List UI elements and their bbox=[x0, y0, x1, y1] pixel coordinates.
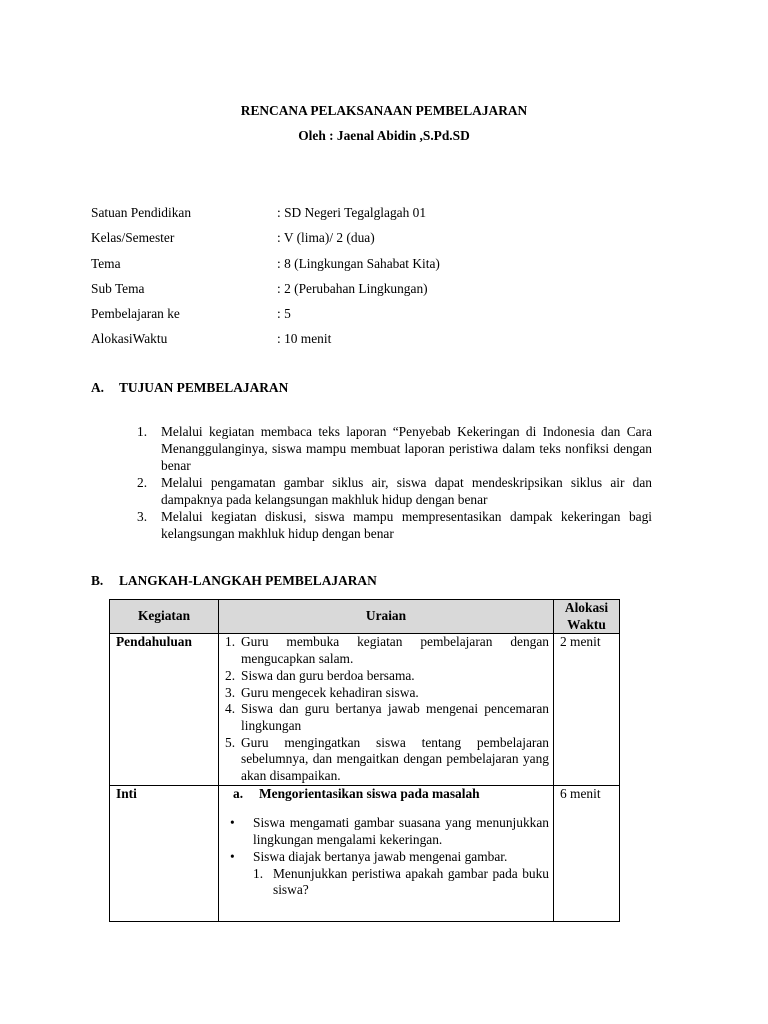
steps-table bbox=[109, 599, 620, 922]
phase-letter: a. bbox=[233, 785, 244, 801]
bullet-icon: • bbox=[230, 815, 235, 831]
document-title: RENCANA PELAKSANAAN PEMBELAJARAN bbox=[240, 103, 528, 118]
list-text: Melalui pengamatan gambar siklus air, siswa dapat mendeskripsikan siklus air dan dampaknya pada kelangsungan makhluk hidup dengan benar bbox=[161, 475, 652, 507]
list-text: Guru mengecek kehadiran siswa. bbox=[241, 684, 419, 700]
list-text: Melalui kegiatan membaca teks laporan “Penyebab Kekeringan di Indonesia dan Cara Menanggulanginya, siswa mampu membuat laporan peristiwa dalam teks nonfiksi dengan benar bbox=[161, 424, 652, 473]
list-text: Guru membuka kegiatan pembelajaran dengan mengucapkan salam. bbox=[241, 634, 549, 667]
section-title: TUJUAN PEMBELAJARAN bbox=[119, 380, 289, 395]
identity-row bbox=[91, 256, 691, 276]
activity-cell bbox=[110, 634, 219, 785]
goals-list bbox=[137, 423, 652, 542]
list-number: 2. bbox=[137, 475, 148, 490]
activity-label: Pendahuluan bbox=[116, 634, 192, 650]
identity-row bbox=[91, 230, 691, 250]
list-number: 1. bbox=[137, 424, 148, 439]
list-text: Guru mengingatkan siswa tentang pembelajaran sebelumnya, dan mengaitkan dengan pembelajaran yang akan disampaikan. bbox=[241, 734, 549, 784]
header-kegiatan: Kegiatan bbox=[110, 600, 219, 634]
identity-value: : 2 (Perubahan Lingkungan) bbox=[277, 281, 428, 296]
table-row bbox=[110, 634, 620, 785]
list-number: 5. bbox=[225, 734, 236, 750]
identity-value: : 10 menit bbox=[277, 331, 332, 346]
list-text: Siswa mengamati gambar suasana yang menunjukkan lingkungan mengalami kekeringan. bbox=[253, 815, 549, 848]
identity-value: : SD Negeri Tegalglagah 01 bbox=[277, 205, 427, 220]
list-item bbox=[223, 685, 549, 702]
identity-label: Satuan Pendidikan bbox=[91, 205, 192, 220]
nested-list-item bbox=[223, 866, 549, 899]
list-text: Melalui kegiatan diskusi, siswa mampu mempresentasikan dampak kekeringan bagi kelangsungan makhluk hidup dengan benar bbox=[161, 509, 652, 541]
core-steps-list bbox=[223, 815, 549, 865]
list-item bbox=[223, 701, 549, 734]
identity-label: Pembelajaran ke bbox=[91, 306, 180, 321]
identity-row bbox=[91, 331, 691, 351]
section-b-heading bbox=[91, 573, 377, 589]
list-item bbox=[137, 474, 652, 508]
header-alokasi: Alokasi Waktu bbox=[554, 600, 620, 634]
list-number: 1. bbox=[225, 634, 236, 650]
activity-cell bbox=[110, 785, 219, 921]
identity-label: Sub Tema bbox=[91, 281, 145, 296]
bullet-icon: • bbox=[230, 848, 235, 864]
list-text: Menunjukkan peristiwa apakah gambar pada buku siswa? bbox=[273, 865, 549, 898]
time-value: 6 menit bbox=[560, 785, 601, 801]
list-item bbox=[223, 668, 549, 685]
table-row bbox=[110, 785, 620, 921]
list-item bbox=[137, 423, 652, 474]
identity-row bbox=[91, 205, 691, 225]
list-text: Siswa diajak bertanya jawab mengenai gambar. bbox=[253, 848, 508, 864]
list-item bbox=[223, 849, 549, 866]
list-number: 1. bbox=[253, 865, 264, 881]
section-title: LANGKAH-LANGKAH PEMBELAJARAN bbox=[119, 573, 377, 588]
description-cell bbox=[219, 634, 554, 785]
activity-label: Inti bbox=[116, 785, 137, 801]
document-author: Oleh : Jaenal Abidin ,S.Pd.SD bbox=[298, 128, 470, 143]
list-item bbox=[137, 508, 652, 542]
section-a-heading bbox=[91, 380, 288, 396]
list-text: Siswa dan guru berdoa bersama. bbox=[241, 667, 415, 683]
opening-steps-list bbox=[223, 634, 549, 784]
identity-label: Tema bbox=[91, 256, 121, 271]
time-cell bbox=[554, 634, 620, 785]
description-cell bbox=[219, 785, 554, 921]
identity-row bbox=[91, 306, 691, 326]
header-uraian: Uraian bbox=[219, 600, 554, 634]
section-letter: B. bbox=[91, 573, 104, 588]
phase-title: Mengorientasikan siswa pada masalah bbox=[259, 785, 480, 801]
time-value: 2 menit bbox=[560, 634, 601, 650]
phase-heading bbox=[233, 786, 549, 803]
time-cell bbox=[554, 785, 620, 921]
list-number: 3. bbox=[225, 684, 236, 700]
list-item bbox=[223, 634, 549, 667]
list-number: 3. bbox=[137, 509, 148, 524]
identity-label: AlokasiWaktu bbox=[91, 331, 168, 346]
list-item bbox=[223, 815, 549, 848]
list-text: Siswa dan guru bertanya jawab mengenai pencemaran lingkungan bbox=[241, 701, 549, 733]
identity-row bbox=[91, 281, 691, 301]
identity-value: : V (lima)/ 2 (dua) bbox=[277, 230, 375, 245]
list-item bbox=[223, 735, 549, 785]
section-letter: A. bbox=[91, 380, 105, 395]
identity-value: : 8 (Lingkungan Sahabat Kita) bbox=[277, 256, 440, 271]
identity-label: Kelas/Semester bbox=[91, 230, 175, 245]
table-header-row bbox=[110, 600, 620, 634]
list-number: 4. bbox=[225, 701, 236, 717]
list-number: 2. bbox=[225, 667, 236, 683]
identity-value: : 5 bbox=[277, 306, 291, 321]
